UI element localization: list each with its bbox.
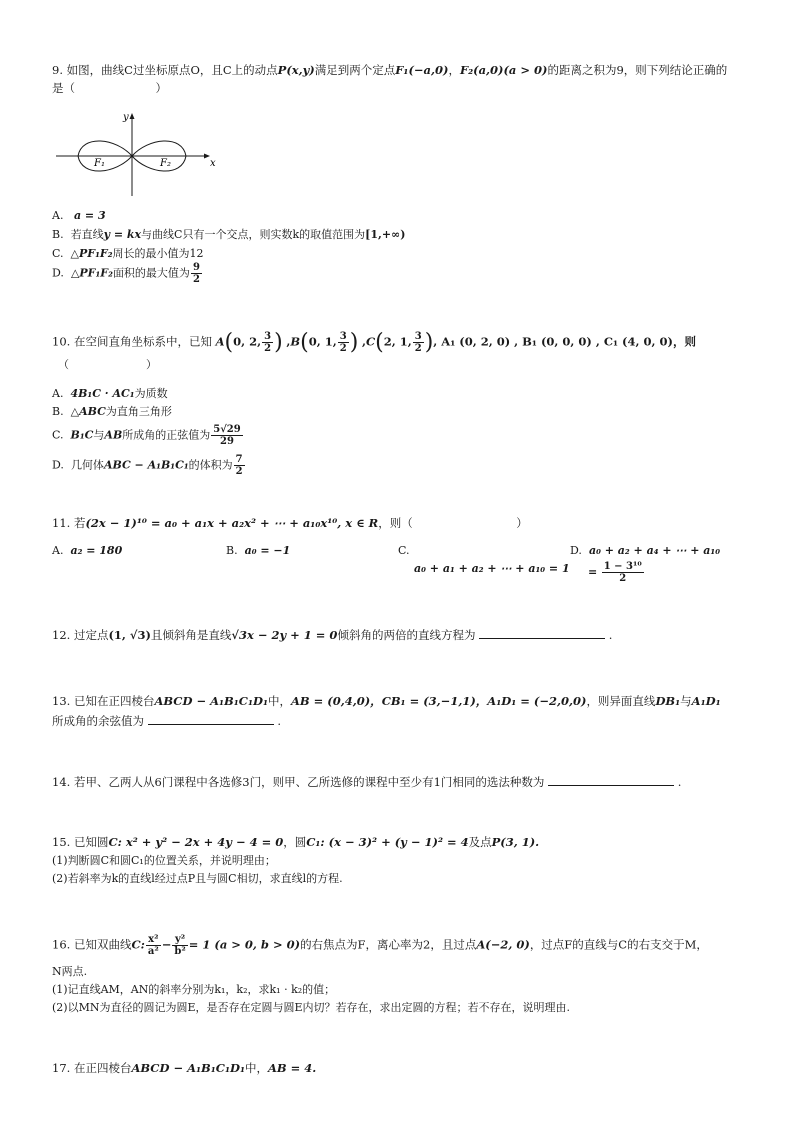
q13-text-b: 中， (268, 694, 291, 708)
option-label: A. (52, 209, 64, 222)
q9-f2: F₂(a,0)(a > 0) (459, 63, 548, 77)
q15-sub2: (2)若斜率为k的直线l经过点P且与圆C相切，求直线l的方程. (52, 872, 343, 885)
option-pre: △ (70, 266, 80, 280)
q10-rest: , A₁ (0, 2, 0) , B₁ (0, 0, 0) , C₁ (4, 0, 0)，则 (433, 334, 696, 349)
q16-text-a: 已知双曲线 (73, 937, 132, 952)
denominator: 2 (339, 343, 347, 354)
q12-point: (1, √3) (108, 628, 151, 642)
q15-circle-c: C: x² + y² − 2x + 4y − 4 = 0 (108, 835, 284, 849)
option-text: 为质数 (134, 387, 168, 400)
f2-label: F₂ (160, 158, 171, 169)
option-label: B. (52, 228, 64, 241)
option-math: 4B₁C · AC₁ (70, 387, 135, 400)
denominator: a² (147, 946, 159, 957)
q17-solid: ABCD − A₁B₁C₁D₁ (131, 1061, 245, 1075)
y-axis-arrow (130, 113, 135, 119)
denominator: 2 (414, 343, 422, 354)
q10-text-a: 在空间直角坐标系中，已知 (73, 334, 212, 349)
q11-option-d-result (588, 561, 645, 584)
option-label: A. (52, 544, 64, 557)
q16-hyp-post: = 1 (a > 0, b > 0) (188, 937, 301, 952)
question-17 (52, 1060, 316, 1077)
fraction (172, 934, 187, 957)
fraction (211, 424, 242, 447)
coord: 0, 2, (233, 334, 262, 349)
question-15 (52, 834, 539, 851)
denominator: 29 (220, 436, 234, 447)
numerator: 9 (192, 262, 200, 273)
q14-answer-blank[interactable] (548, 773, 674, 786)
q10-option-c[interactable] (52, 424, 244, 447)
q10-option-d[interactable] (52, 454, 246, 477)
q16-hyp-pre: C: (131, 937, 145, 952)
q11-math: (2x − 1)¹⁰ = a₀ + a₁x + a₂x² + ⋯ + a₁₀x¹⁰, x ∈ R (85, 516, 379, 530)
option-text: 与曲线C只有一个交点，则实数k的取值范围为 (141, 228, 366, 241)
q12-text-c: 倾斜角的两倍的直线方程为 (337, 628, 476, 642)
numerator: 1 − 3¹⁰ (603, 561, 642, 572)
q12-text-b: 且倾斜角是直线 (150, 628, 232, 642)
option-label: D. (570, 544, 582, 557)
q9-sep: ， (448, 63, 460, 77)
denominator: 2 (264, 343, 272, 354)
q13-line2-text: 所成角的余弦值为 (52, 714, 144, 728)
option-math: a₀ + a₁ + a₂ + ⋯ + a₁₀ = 1 (414, 562, 570, 575)
q12-number: 12. (52, 628, 71, 642)
option-math: a₀ = −1 (244, 544, 291, 557)
q9-lemniscate-figure (52, 108, 222, 200)
q13-solid: ABCD − A₁B₁C₁D₁ (154, 694, 268, 708)
q16-point: A(−2, 0) (476, 937, 530, 952)
q14-number: 14. (52, 775, 71, 789)
option-label: C. (52, 428, 64, 442)
question-12 (52, 626, 612, 644)
q9-option-c[interactable] (52, 246, 204, 263)
option-text: 与 (93, 428, 105, 442)
q13-line-a1d1: A₁D₁ (691, 694, 721, 708)
q16-sub2: (2)以MN为直径的圆记为圆E，是否存在定圆与圆E内切？若存在，求出定圆的方程；若不存在，说明理由. (52, 1001, 571, 1014)
q14-end: . (677, 775, 682, 789)
q16-number: 16. (52, 937, 71, 952)
q9-text-a: 如图，曲线C过坐标原点O，且C上的动点 (66, 63, 278, 77)
q11-text-a: 若 (73, 516, 86, 530)
option-math: a₀ + a₂ + a₄ + ⋯ + a₁₀ (588, 544, 721, 557)
option-text: 周长的最小值为12 (112, 247, 204, 260)
q15-circle-c1: C₁: (x − 3)² + (y − 1)² = 4 (306, 835, 469, 849)
q9-number: 9. (52, 63, 63, 77)
q11-option-d[interactable] (570, 543, 720, 560)
q13-vector-cb1: CB₁ = (3,−1,1)， (381, 694, 488, 708)
q17-ab: AB = 4. (268, 1061, 317, 1075)
fraction (338, 331, 349, 354)
option-label: B. (52, 405, 64, 418)
option-math: y = kx (103, 228, 142, 241)
q9-option-d[interactable] (52, 262, 203, 285)
question-10: 10. 在空间直角坐标系中，已知 A(0, 2, $\frac{3}{2}$ ) ,B(0, 1, $\frac{3}{2}$ ) ,C(2, 1, $\frac{3}{2}$ ), A₁ (0, 2, 0) , B₁ (0, 0, 0) , C₁ (4, 0, 0)，则 (52, 330, 696, 355)
q9-option-b[interactable] (52, 227, 405, 244)
q13-text-c: ，则异面直线 (586, 694, 656, 708)
option-pre: △ (70, 405, 80, 418)
q15-point: P(3, 1). (491, 835, 540, 849)
q13-vector-a1d1: A₁D₁ = (−2,0,0) (487, 694, 587, 708)
numerator: x² (146, 934, 161, 946)
q15-number: 15. (52, 835, 71, 849)
q10-number: 10. (52, 334, 71, 349)
option-math: B₁C (70, 428, 94, 442)
fraction (191, 262, 202, 285)
option-pre: 若直线 (70, 228, 104, 241)
q9-f1: F₁(−a,0) (395, 63, 449, 77)
q10-point-a: A (215, 334, 225, 349)
option-math2: AB (104, 428, 123, 442)
question-13 (52, 693, 721, 710)
q10-option-b[interactable] (52, 404, 172, 421)
q9-option-a[interactable] (52, 208, 106, 225)
option-pre: △ (70, 247, 79, 260)
option-text: 为直角三角形 (105, 405, 172, 418)
fraction (413, 331, 424, 354)
q17-text-b: 中， (245, 1061, 268, 1075)
q9-line2: 是（ ） (52, 80, 167, 95)
denominator: 2 (192, 274, 200, 285)
q13-text-d: 与 (680, 694, 692, 708)
q15-text-a: 已知圆 (73, 835, 109, 849)
q17-number: 17. (52, 1061, 71, 1075)
f1-label: F₁ (94, 158, 105, 169)
question-9 (52, 62, 746, 98)
numerator: 3 (339, 331, 347, 342)
question-11 (52, 515, 528, 532)
option-label: B. (226, 544, 238, 557)
q10-option-a[interactable] (52, 386, 168, 403)
option-text: 面积的最大值为 (112, 266, 190, 280)
numerator: 5√29 (213, 424, 241, 435)
q13-answer-blank[interactable] (148, 712, 274, 725)
fraction (146, 934, 161, 957)
q12-answer-blank[interactable] (479, 626, 605, 639)
q9-point-p: P(x,y) (277, 63, 315, 77)
q12-line: √3x − 2y + 1 = 0 (231, 628, 338, 642)
numerator: 3 (414, 331, 422, 342)
option-math: ABC (79, 405, 106, 418)
fraction (234, 454, 245, 477)
q9-text-c: 的距离之积为9，则下列结论正确的 (547, 63, 728, 77)
option-pre: 几何体 (70, 458, 104, 472)
q12-end: . (608, 628, 613, 642)
q12-text-a: 过定点 (73, 628, 109, 642)
minus: − (161, 937, 172, 952)
question-16 (52, 934, 708, 957)
option-math: a₂ = 180 (70, 544, 123, 557)
numerator: 7 (235, 454, 243, 465)
q10-point-c: C (365, 334, 376, 349)
q15-text-c: 及点 (468, 835, 492, 849)
q14-text: 若甲、乙两人从6门课程中各选修3门，则甲、乙所选修的课程中至少有1门相同的选法种数为 (73, 775, 545, 789)
q11-option-b[interactable] (226, 543, 290, 560)
option-label: A. (52, 387, 64, 400)
option-math: PF₁F₂ (79, 266, 113, 280)
q13-end: . (277, 714, 281, 728)
q9-text-b: 满足到两个定点 (314, 63, 396, 77)
option-math: a = 3 (73, 209, 106, 222)
option-math2: [1,+∞) (365, 228, 406, 241)
q16-sub1: (1)记直线AM，AN的斜率分别为k₁，k₂，求k₁ · k₂的值； (52, 983, 336, 996)
numerator: 3 (264, 331, 272, 342)
option-text: 的体积为 (188, 458, 233, 472)
q16-text-b: 的右焦点为F，离心率为2，且过点 (300, 937, 477, 952)
option-label: D. (52, 266, 64, 280)
equals: = (588, 565, 598, 579)
q10-point-b: B (290, 334, 301, 349)
denominator: 2 (619, 573, 627, 584)
denominator: 2 (235, 466, 243, 477)
option-label: C. (52, 247, 64, 260)
y-label: y (123, 112, 129, 123)
q11-option-a[interactable] (52, 543, 122, 560)
denominator: b² (174, 946, 186, 957)
q15-text-b: ，圆 (283, 835, 307, 849)
option-math: PF₁F₂ (79, 247, 113, 260)
q17-text-a: 在正四棱台 (73, 1061, 132, 1075)
fraction (602, 561, 644, 584)
q13-line-db1: DB₁ (655, 694, 681, 708)
q11-option-c[interactable] (414, 561, 570, 578)
q13-vector-ab: AB = (0,4,0)， (291, 694, 382, 708)
q13-line2 (52, 712, 281, 730)
q15-sub1: (1)判断圆C和圆C₁的位置关系，并说明理由； (52, 854, 276, 867)
q10-line2: （ ） (58, 358, 157, 371)
q11-text-b: ，则（ ） (378, 516, 528, 530)
numerator: y² (172, 934, 187, 946)
q16-text-c: ，过点F的直线与C的右支交于M， (529, 937, 708, 952)
q11-option-c-label[interactable]: C. (398, 544, 410, 557)
option-text2: 所成角的正弦值为 (122, 428, 211, 442)
fraction (262, 331, 273, 354)
q13-number: 13. (52, 694, 71, 708)
question-14 (52, 773, 681, 791)
x-label: x (210, 158, 216, 169)
coord: 2, 1, (383, 334, 412, 349)
q16-line2: N两点. (52, 965, 88, 978)
coord: 0, 1, (308, 334, 337, 349)
q11-number: 11. (52, 516, 71, 530)
option-label: D. (52, 458, 64, 472)
q13-text-a: 已知在正四棱台 (73, 694, 155, 708)
option-math: ABC − A₁B₁C₁ (103, 458, 189, 472)
